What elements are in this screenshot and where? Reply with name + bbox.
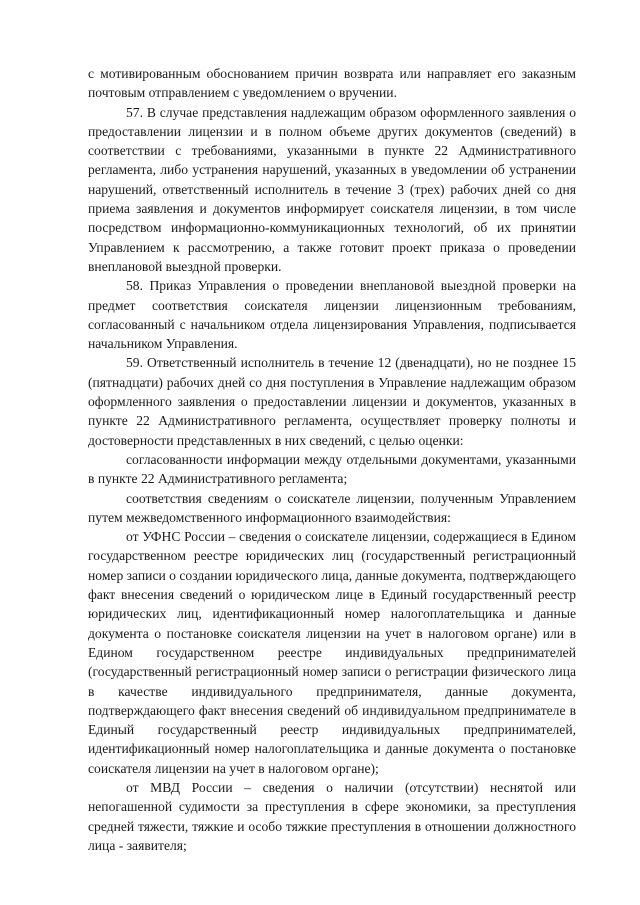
paragraph-consistency: согласованности информации между отдельными документами, указанными в пункте 22 Административного регламента;: [88, 451, 576, 487]
paragraph-mvd: от МВД России – сведения о наличии (отсутствии) неснятой или непогашенной судимости за преступления в сфере экономики, за преступления средней тяжести, тяжкие и особо тяжкие преступления в отношении должностного лица - заявителя;: [88, 779, 576, 853]
paragraph-58: 58. Приказ Управления о проведении внеплановой выездной проверки на предмет соответствия соискателя лицензии лицензионным требованиям, согласованный с начальником отдела лицензирования Управления, подписывается начальником Управления.: [88, 278, 576, 352]
paragraph-57: 57. В случае представления надлежащим образом оформленного заявления о предоставлении лицензии и в полном объеме других документов (сведений) в соответствии с требованиями, указанными в пункте 22 Административного регламента, либо устранения нарушений, указанных в уведомлении об устранении нарушений, ответственный исполнитель в течение 3 (трех) рабочих дней со дня приема заявления и документов информирует соискателя лицензии, в том числе посредством информационно-коммуникационных технологий, об их принятии Управлением к рассмотрению, а также готовит проект приказа о проведении внеплановой выездной проверки.: [88, 104, 576, 274]
paragraph-ufns: от УФНС России – сведения о соискателе лицензии, содержащиеся в Едином государственном реестре юридических лиц (государственный регистрационный номер записи о создании юридического лица, данные документа, подтверждающего факт внесения сведений о юридическом лице в Единый государственный реестр юридических лиц, идентификационный номер налогоплательщика и данные документа о постановке соискателя лицензии на учет в налоговом органе) или в Едином государственном реестре индивидуальных предпринимателей (государственный регистрационный номер записи о регистрации физического лица в качестве индивидуального предпринимателя, данные документа, подтверждающего факт внесения сведений об индивидуальном предпринимателе в Единый государственный реестр индивидуальных предпринимателей, идентификационный номер налогоплательщика и данные документа о постановке соискателя лицензии на учет в налоговом органе);: [88, 529, 576, 776]
paragraph-compliance: соответствия сведениям о соискателе лицензии, полученным Управлением путем межведомственного информационного взаимодействия:: [88, 490, 576, 525]
paragraph-59: 59. Ответственный исполнитель в течение 12 (двенадцати), но не позднее 15 (пятнадцати) рабочих дней со дня поступления в Управление надлежащим образом оформленного заявления о предоставлении лицензии и документов, указанных в пункте 22 Административного регламента, осуществляет проверку полноты и достоверности представленных в них сведений, с целью оценки:: [88, 355, 576, 448]
document-page: [88, 64, 576, 855]
paragraph-continuation: с мотивированным обоснованием причин возврата или направляет его заказным почтовым отправлением с уведомлением о вручении.: [88, 66, 576, 101]
